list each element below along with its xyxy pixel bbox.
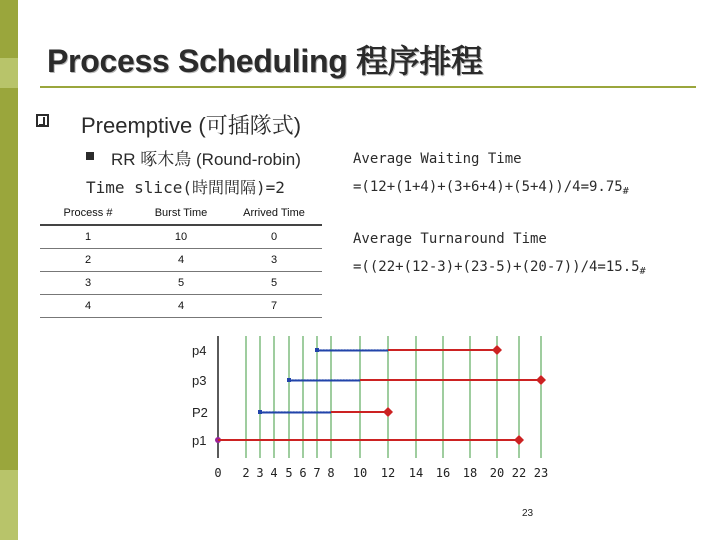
finish-marker: [492, 345, 502, 355]
time-slice-label: Time slice(時間間隔)=2: [86, 178, 285, 197]
table-cell: 4: [136, 249, 226, 272]
table-cell: 4: [136, 295, 226, 318]
table-cell: 1: [40, 225, 136, 249]
arrival-marker: [258, 410, 262, 414]
finish-marker: [514, 435, 524, 445]
column-header: Burst Time: [136, 202, 226, 225]
x-tick-label: 7: [313, 466, 321, 480]
x-tick-label: 5: [285, 466, 293, 480]
x-tick-label: 12: [380, 466, 396, 480]
finish-marker: [383, 407, 393, 417]
row-label: p3: [192, 373, 207, 388]
column-header: Arrived Time: [226, 202, 322, 225]
avg-turnaround-value: =((22+(12-3)+(23-5)+(20-7))/4=15.5: [353, 259, 640, 275]
row-label: P2: [192, 405, 208, 420]
avg-turnaround-label: Average Turnaround Time: [353, 231, 547, 247]
x-tick-label: 18: [462, 466, 478, 480]
table-cell: 0: [226, 225, 322, 249]
x-tick-label: 3: [256, 466, 264, 480]
table-cell: 3: [226, 249, 322, 272]
column-header: Process #: [40, 202, 136, 225]
x-tick-label: 14: [408, 466, 424, 480]
table-cell: 7: [226, 295, 322, 318]
avg-waiting-value: =(12+(1+4)+(3+6+4)+(5+4))/4=9.75: [353, 179, 623, 195]
table-cell: 2: [40, 249, 136, 272]
x-tick-label: 20: [489, 466, 505, 480]
table-cell: 3: [40, 272, 136, 295]
table-cell: 10: [136, 225, 226, 249]
end-mark: #: [639, 266, 646, 277]
x-tick-label: 0: [214, 466, 222, 480]
row-label: p4: [192, 343, 207, 358]
slide-title: Process Scheduling 程序排程: [47, 43, 483, 79]
x-tick-label: 6: [299, 466, 307, 480]
page-number: 23: [522, 508, 534, 519]
end-mark: #: [622, 186, 629, 197]
x-tick-label: 22: [511, 466, 527, 480]
avg-waiting-label: Average Waiting Time: [353, 151, 522, 167]
table-cell: 5: [136, 272, 226, 295]
x-tick-label: 23: [533, 466, 549, 480]
finish-marker: [536, 375, 546, 385]
x-tick-label: 10: [352, 466, 368, 480]
arrival-marker: [287, 378, 291, 382]
bullet-preemptive: Preemptive (可插隊式): [81, 113, 302, 138]
x-tick-label: 2: [242, 466, 250, 480]
arrival-marker: [315, 348, 319, 352]
table-cell: 4: [40, 295, 136, 318]
x-tick-label: 16: [435, 466, 451, 480]
bullet-round-robin: RR 啄木鳥 (Round-robin): [111, 150, 301, 169]
x-tick-label: 8: [327, 466, 335, 480]
table-cell: 5: [226, 272, 322, 295]
x-tick-label: 4: [270, 466, 278, 480]
row-label: p1: [192, 433, 207, 448]
